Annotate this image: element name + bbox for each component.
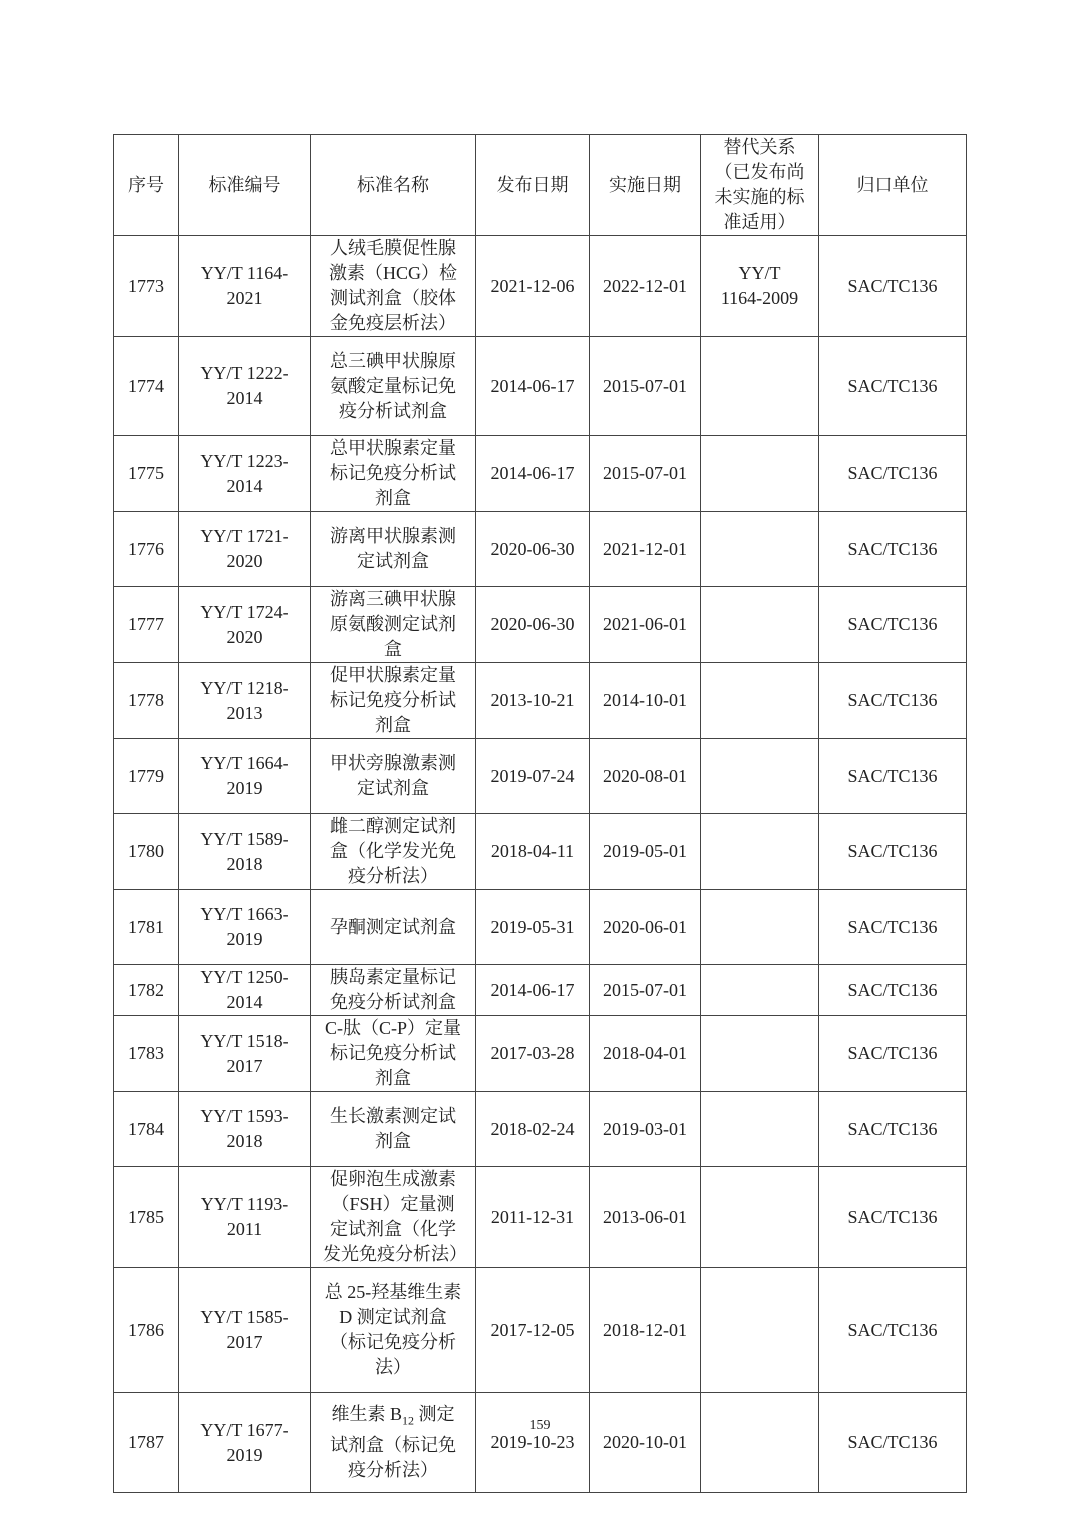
standard-code: YY/T 1223-2014 (179, 436, 311, 512)
implement-date: 2020-08-01 (590, 739, 701, 814)
name-text: C-肽（C-P）定量标记免疫分析试剂盒 (324, 1018, 461, 1088)
responsible-unit: SAC/TC136 (819, 1016, 967, 1092)
standard-code: YY/T 1589-2018 (179, 814, 311, 890)
implement-date: 2018-04-01 (590, 1016, 701, 1092)
header-no: 序号 (114, 135, 179, 236)
replacement (701, 965, 819, 1016)
responsible-unit: SAC/TC136 (819, 814, 967, 890)
responsible-unit: SAC/TC136 (819, 1167, 967, 1268)
name-text: 生长激素测定试剂盒 (330, 1106, 456, 1151)
name-text: 促卵泡生成激素（FSH）定量测定试剂盒（化学发光免疫分析法） (323, 1169, 467, 1264)
replacement (701, 1016, 819, 1092)
table-row (114, 890, 967, 965)
standard-name (311, 236, 476, 337)
standard-name (311, 1016, 476, 1092)
table-row (114, 1393, 967, 1493)
name-text: 总三碘甲状腺原氨酸定量标记免疫分析试剂盒 (330, 350, 456, 421)
standard-name (311, 512, 476, 587)
row-number: 1774 (114, 337, 179, 436)
replacement (701, 739, 819, 814)
row-number: 1775 (114, 436, 179, 512)
header-unit: 归口单位 (819, 135, 967, 236)
page-number: 159 (529, 1418, 551, 1433)
standard-code: YY/T 1222-2014 (179, 337, 311, 436)
implement-date: 2019-03-01 (590, 1092, 701, 1167)
table-row (114, 436, 967, 512)
responsible-unit: SAC/TC136 (819, 512, 967, 587)
name-text: 游离三碘甲状腺原氨酸测定试剂盒 (330, 589, 456, 659)
table-row (114, 739, 967, 814)
standard-name (311, 1268, 476, 1393)
name-text: 总 25-羟基维生素 D 测定试剂盒（标记免疫分析法） (324, 1282, 462, 1377)
publish-date: 2019-07-24 (476, 739, 590, 814)
name-text: 游离甲状腺素测定试剂盒 (330, 526, 456, 571)
publish-date: 2011-12-31 (476, 1167, 590, 1268)
publish-date: 2018-04-11 (476, 814, 590, 890)
table-row (114, 1092, 967, 1167)
replacement (701, 814, 819, 890)
name-text: 胰岛素定量标记免疫分析试剂盒 (330, 967, 456, 1012)
responsible-unit: SAC/TC136 (819, 1092, 967, 1167)
implement-date: 2019-05-01 (590, 814, 701, 890)
header-row (114, 135, 967, 236)
name-text: 维生素 B (331, 1403, 402, 1424)
row-number: 1778 (114, 663, 179, 739)
implement-date: 2020-06-01 (590, 890, 701, 965)
row-number: 1779 (114, 739, 179, 814)
responsible-unit: SAC/TC136 (819, 965, 967, 1016)
standard-name (311, 1393, 476, 1493)
name-text: 甲状旁腺激素测定试剂盒 (330, 753, 456, 798)
publish-date: 2020-06-30 (476, 512, 590, 587)
responsible-unit: SAC/TC136 (819, 890, 967, 965)
row-number: 1784 (114, 1092, 179, 1167)
implement-date: 2021-12-01 (590, 512, 701, 587)
standard-code: YY/T 1593-2018 (179, 1092, 311, 1167)
standard-code: YY/T 1724-2020 (179, 587, 311, 663)
name-text: 雌二醇测定试剂盒（化学发光免疫分析法） (330, 816, 456, 886)
standard-name (311, 587, 476, 663)
header-code: 标准编号 (179, 135, 311, 236)
table-row (114, 236, 967, 337)
responsible-unit: SAC/TC136 (819, 739, 967, 814)
publish-date: 2020-06-30 (476, 587, 590, 663)
row-number: 1773 (114, 236, 179, 337)
table-row (114, 663, 967, 739)
implement-date: 2018-12-01 (590, 1268, 701, 1393)
header-name: 标准名称 (311, 135, 476, 236)
implement-date: 2014-10-01 (590, 663, 701, 739)
implement-date: 2021-06-01 (590, 587, 701, 663)
implement-date: 2013-06-01 (590, 1167, 701, 1268)
row-number: 1781 (114, 890, 179, 965)
publish-date: 2014-06-17 (476, 337, 590, 436)
replacement (701, 1268, 819, 1393)
replacement (701, 436, 819, 512)
standard-name (311, 436, 476, 512)
standard-name (311, 1092, 476, 1167)
replacement (701, 337, 819, 436)
publish-date: 2014-06-17 (476, 965, 590, 1016)
publish-date: 2017-12-05 (476, 1268, 590, 1393)
standards-table (113, 134, 967, 1493)
implement-date: 2015-07-01 (590, 436, 701, 512)
row-number: 1786 (114, 1268, 179, 1393)
standard-name (311, 337, 476, 436)
standard-name (311, 965, 476, 1016)
publish-date: 2019-05-31 (476, 890, 590, 965)
name-text: 促甲状腺素定量标记免疫分析试剂盒 (330, 665, 456, 735)
table-row (114, 337, 967, 436)
name-text: 人绒毛膜促性腺激素（HCG）检测试剂盒（胶体金免疫层析法） (328, 238, 457, 333)
standard-name (311, 739, 476, 814)
implement-date: 2022-12-01 (590, 236, 701, 337)
row-number: 1785 (114, 1167, 179, 1268)
header-replace: 替代关系（已发布尚未实施的标准适用） (701, 135, 819, 236)
name-subscript: 12 (402, 1413, 414, 1428)
standard-name (311, 890, 476, 965)
replacement: YY/T 1164-2009 (701, 236, 819, 337)
replacement (701, 1092, 819, 1167)
row-number: 1780 (114, 814, 179, 890)
name-text: 孕酮测定试剂盒 (330, 916, 456, 937)
header-pub-date: 发布日期 (476, 135, 590, 236)
publish-date: 2019-10-23 (476, 1393, 590, 1493)
publish-date: 2018-02-24 (476, 1092, 590, 1167)
standard-code: YY/T 1721-2020 (179, 512, 311, 587)
table-row (114, 1167, 967, 1268)
standard-name (311, 1167, 476, 1268)
implement-date: 2015-07-01 (590, 965, 701, 1016)
table-row (114, 814, 967, 890)
row-number: 1783 (114, 1016, 179, 1092)
implement-date: 2015-07-01 (590, 337, 701, 436)
row-number: 1782 (114, 965, 179, 1016)
replacement (701, 663, 819, 739)
standard-code: YY/T 1218-2013 (179, 663, 311, 739)
standard-code: YY/T 1518-2017 (179, 1016, 311, 1092)
standard-code: YY/T 1164-2021 (179, 236, 311, 337)
standard-code: YY/T 1663-2019 (179, 890, 311, 965)
publish-date: 2017-03-28 (476, 1016, 590, 1092)
responsible-unit: SAC/TC136 (819, 436, 967, 512)
row-number: 1777 (114, 587, 179, 663)
responsible-unit: SAC/TC136 (819, 663, 967, 739)
standard-code: YY/T 1250-2014 (179, 965, 311, 1016)
responsible-unit: SAC/TC136 (819, 337, 967, 436)
standard-name (311, 814, 476, 890)
replacement (701, 1167, 819, 1268)
responsible-unit: SAC/TC136 (819, 1268, 967, 1393)
implement-date: 2020-10-01 (590, 1393, 701, 1493)
responsible-unit: SAC/TC136 (819, 1393, 967, 1493)
name-text: 总甲状腺素定量标记免疫分析试剂盒 (330, 438, 456, 508)
standard-code: YY/T 1193-2011 (179, 1167, 311, 1268)
row-number: 1787 (114, 1393, 179, 1493)
publish-date: 2014-06-17 (476, 436, 590, 512)
table-row (114, 1016, 967, 1092)
header-impl-date: 实施日期 (590, 135, 701, 236)
standard-code: YY/T 1585-2017 (179, 1268, 311, 1393)
responsible-unit: SAC/TC136 (819, 236, 967, 337)
table-row (114, 512, 967, 587)
standard-name (311, 663, 476, 739)
responsible-unit: SAC/TC136 (819, 587, 967, 663)
replacement (701, 890, 819, 965)
standard-code: YY/T 1664-2019 (179, 739, 311, 814)
name-text-after: 测定试剂盒（标记免疫分析法） (330, 1403, 456, 1481)
replacement (701, 1393, 819, 1493)
publish-date: 2013-10-21 (476, 663, 590, 739)
table-row (114, 587, 967, 663)
publish-date: 2021-12-06 (476, 236, 590, 337)
replacement (701, 512, 819, 587)
standard-code: YY/T 1677-2019 (179, 1393, 311, 1493)
table-row (114, 1268, 967, 1393)
table-row (114, 965, 967, 1016)
row-number: 1776 (114, 512, 179, 587)
replacement (701, 587, 819, 663)
